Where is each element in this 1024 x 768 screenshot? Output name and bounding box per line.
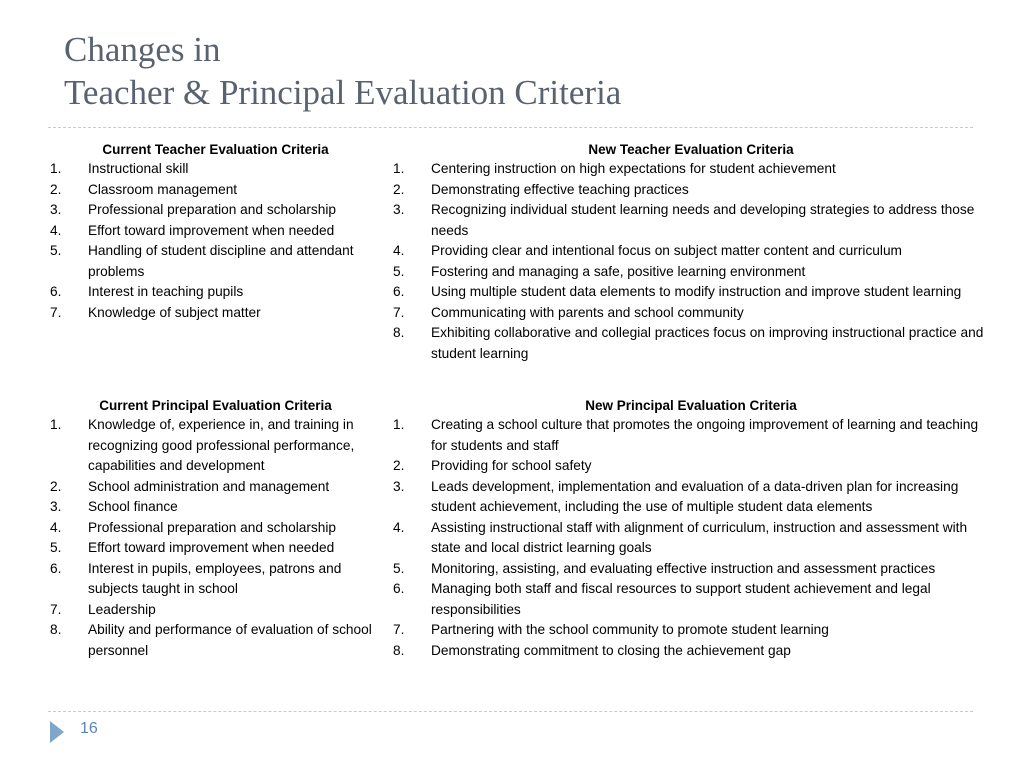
criteria-item-number: 3. — [393, 202, 405, 217]
criteria-item — [391, 180, 991, 201]
criteria-item-number: 3. — [393, 478, 405, 494]
criteria-item-number: 1. — [50, 417, 62, 432]
criteria-item — [391, 456, 991, 477]
criteria-item-text: Demonstrating effective teaching practices — [431, 181, 689, 197]
criteria-item-text: Assisting instructional staff with alignment of curriculum, instruction and assessment with state and local district learning goals — [431, 519, 968, 555]
criteria-item — [48, 159, 383, 180]
criteria-item — [48, 620, 383, 661]
criteria-item-text: Monitoring, assisting, and evaluating effective instruction and assessment practices — [431, 560, 936, 576]
criteria-item-number: 2. — [393, 458, 405, 473]
criteria-item-text: Providing for school safety — [431, 458, 592, 473]
new-teacher-list — [391, 159, 991, 364]
criteria-item-number: 5. — [50, 540, 62, 555]
criteria-item-text: Managing both staff and fiscal resources to support student achievement and legal responsibilities — [431, 581, 931, 617]
criteria-item-text: Professional preparation and scholarship — [88, 202, 337, 217]
criteria-item-text: Centering instruction on high expectations for student achievement — [431, 161, 836, 176]
criteria-item — [391, 620, 991, 641]
criteria-item-text: Knowledge of subject matter — [88, 304, 261, 320]
criteria-item-number: 8. — [50, 622, 62, 637]
new-principal-heading: New Principal Evaluation Criteria — [585, 398, 797, 413]
criteria-item-text: Classroom management — [88, 181, 238, 197]
new-principal-section — [391, 396, 991, 661]
slide-title-line-2: Teacher & Principal Evaluation Criteria — [64, 73, 622, 112]
current-teacher-list — [48, 159, 383, 323]
criteria-item-text: Providing clear and intentional focus on subject matter content and curriculum — [431, 243, 902, 258]
criteria-item-text: Instructional skill — [88, 161, 189, 176]
criteria-item-text: Using multiple student data elements to modify instruction and improve student learning — [431, 284, 962, 299]
criteria-item-number: 6. — [393, 284, 405, 299]
criteria-item-number: 8. — [393, 325, 405, 340]
bottom-divider — [48, 711, 973, 712]
current-teacher-section — [48, 140, 383, 323]
criteria-item — [48, 559, 383, 600]
page-number: 16 — [80, 720, 98, 737]
current-principal-section — [48, 396, 383, 661]
criteria-item-text: Knowledge of, experience in, and training in recognizing good professional performance, capabilities and development — [88, 417, 355, 473]
criteria-item-number: 2. — [50, 181, 62, 197]
criteria-item-text: Interest in teaching pupils — [88, 284, 244, 299]
criteria-item-text: Leadership — [88, 601, 156, 617]
criteria-item — [48, 241, 383, 282]
criteria-item-number: 6. — [50, 284, 62, 299]
criteria-item-number: 1. — [50, 161, 62, 176]
new-teacher-heading: New Teacher Evaluation Criteria — [588, 142, 794, 157]
criteria-item-number: 4. — [50, 519, 62, 535]
criteria-item-number: 5. — [393, 263, 405, 279]
criteria-item-text: Leads development, implementation and evaluation of a data-driven plan for increasing student achievement, including the use of multiple student data elements — [431, 478, 959, 514]
new-principal-list — [391, 415, 991, 661]
criteria-item-text: School administration and management — [88, 478, 330, 494]
criteria-item — [48, 600, 383, 621]
criteria-item-text: Partnering with the school community to promote student learning — [431, 622, 829, 637]
criteria-item — [391, 159, 991, 180]
criteria-item — [391, 477, 991, 518]
criteria-item — [48, 518, 383, 539]
criteria-item-number: 2. — [393, 181, 405, 197]
criteria-item — [48, 415, 383, 477]
criteria-item-number: 5. — [393, 560, 405, 576]
current-principal-list — [48, 415, 383, 661]
criteria-item — [48, 303, 383, 324]
criteria-item — [48, 497, 383, 518]
criteria-item-text: Demonstrating commitment to closing the achievement gap — [431, 642, 791, 658]
criteria-item — [48, 477, 383, 498]
criteria-item-number: 7. — [393, 304, 405, 320]
criteria-item-text: Professional preparation and scholarship — [88, 519, 337, 535]
criteria-item-text: Exhibiting collaborative and collegial practices focus on improving instructional practice and student learning — [431, 325, 984, 361]
criteria-item — [48, 221, 383, 242]
criteria-item-number: 7. — [50, 601, 62, 617]
new-teacher-section — [391, 140, 991, 364]
criteria-item-number: 7. — [50, 304, 62, 320]
criteria-item — [48, 282, 383, 303]
criteria-item-number: 8. — [393, 642, 405, 658]
current-teacher-heading: Current Teacher Evaluation Criteria — [102, 142, 329, 157]
criteria-item-text: Interest in pupils, employees, patrons and subjects taught in school — [88, 560, 342, 596]
criteria-item — [391, 303, 991, 324]
slide-title-line-1: Changes in — [64, 30, 221, 69]
criteria-item-text: Effort toward improvement when needed — [88, 540, 335, 555]
criteria-item-number: 4. — [393, 519, 405, 535]
criteria-item — [48, 200, 383, 221]
criteria-item — [391, 518, 991, 559]
criteria-item-text: Ability and performance of evaluation of school personnel — [88, 622, 372, 658]
criteria-item-text: Communicating with parents and school community — [431, 304, 744, 320]
criteria-item-number: 7. — [393, 622, 405, 637]
criteria-item — [48, 538, 383, 559]
criteria-item-number: 1. — [393, 417, 405, 432]
criteria-item-number: 6. — [50, 560, 62, 576]
criteria-item — [391, 641, 991, 662]
criteria-item-text: Effort toward improvement when needed — [88, 222, 335, 238]
triangle-right-icon — [50, 721, 64, 743]
criteria-item — [391, 579, 991, 620]
current-principal-heading: Current Principal Evaluation Criteria — [99, 398, 332, 413]
criteria-item — [391, 559, 991, 580]
criteria-item — [391, 241, 991, 262]
criteria-item — [391, 323, 991, 364]
criteria-item-text: Creating a school culture that promotes the ongoing improvement of learning and teaching for students and staff — [431, 417, 979, 453]
criteria-item-text: Handling of student discipline and attendant problems — [88, 243, 354, 279]
criteria-item — [48, 180, 383, 201]
criteria-item — [391, 415, 991, 456]
criteria-item — [391, 262, 991, 283]
criteria-item-text: Recognizing individual student learning needs and developing strategies to address those needs — [431, 202, 975, 238]
criteria-item-number: 1. — [393, 161, 405, 176]
criteria-item-number: 4. — [393, 243, 405, 258]
criteria-item — [391, 282, 991, 303]
criteria-item-text: Fostering and managing a safe, positive learning environment — [431, 263, 806, 279]
criteria-item-text: School finance — [88, 499, 178, 514]
criteria-item-number: 6. — [393, 581, 405, 596]
criteria-item-number: 3. — [50, 499, 62, 514]
criteria-item-number: 4. — [50, 222, 62, 238]
criteria-item-number: 5. — [50, 243, 62, 258]
top-divider — [48, 127, 973, 128]
criteria-item — [391, 200, 991, 241]
criteria-item-number: 2. — [50, 478, 62, 494]
slide-title — [64, 28, 621, 114]
criteria-item-number: 3. — [50, 202, 62, 217]
